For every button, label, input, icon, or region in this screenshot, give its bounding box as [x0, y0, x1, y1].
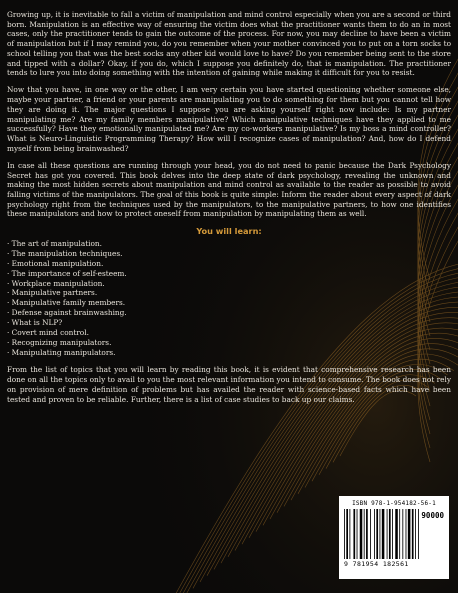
- barcode-bar: [418, 509, 419, 559]
- list-item: · The art of manipulation.: [7, 239, 451, 249]
- barcode-bar: [415, 509, 416, 559]
- barcode-bars: [344, 509, 424, 559]
- intro-paragraph: Growing up, it is inevitable to fall a victim of manipulation and mind control especially when you are a second or third born. Manipulation is an effective way of ensuring the victim does what the practitioner wants them to do an in most cases, only the practitioner tends to gain the outcome of the process. For now, you may decline to have been a victim of manipulation but if I may remind you, do you remember when your mother convinced you to put on a torn socks to school telling you that was the best socks any other kid would love to have? Do you remember being sent to the store and tipped with a dollar? Okay, if you do, which I suppose you definitely do, that is manipulation. The practitioner tends to lure you into doing something with the intention of gaining while making it difficult for you to resist.: [7, 10, 451, 78]
- barcode-bar: [412, 509, 414, 559]
- barcode-bar: [374, 509, 375, 559]
- ean-digits: 9 781954 182561: [344, 560, 409, 568]
- barcode-bar: [366, 509, 368, 559]
- barcode-bar: [408, 509, 411, 559]
- barcode-bar: [389, 509, 391, 559]
- barcode-bar: [406, 509, 407, 559]
- barcode-bar: [344, 509, 345, 559]
- questions-paragraph: Now that you have, in one way or the other, I am very certain you have started questioning whether someone else, maybe your partner, a friend or your parents are manipulating you to do something for them but you cannot tell how they are doing it. The major questions I suppose you are asking yourself right now include: Is my partner manipulating me? Are my family members manipulative? Which manipulative techniques have they applied to me successfully? Have they emotionally manipulated me? Are my co-workers manipulative? Is my boss a mind controller? What is Neuro-Linguistic Programming Therapy? How will I recognize cases of manipulation? And, how do I defend myself from being brainwashed?: [7, 85, 451, 153]
- list-item: · Recognizing manipulators.: [7, 338, 451, 348]
- isbn-label: ISBN 978-1-954182-56-1: [352, 500, 436, 507]
- list-item: · Workplace manipulation.: [7, 279, 451, 289]
- barcode-bar: [357, 509, 358, 559]
- barcode-bar: [392, 509, 393, 559]
- list-item: · Emotional manipulation.: [7, 259, 451, 269]
- barcode-bar: [382, 509, 385, 559]
- barcode-bar: [364, 509, 365, 559]
- price-code: 90000: [421, 511, 444, 520]
- barcode-bar: [399, 509, 400, 559]
- list-item: · Manipulating manipulators.: [7, 348, 451, 358]
- barcode-bar: [353, 509, 355, 559]
- barcode-bar: [387, 509, 388, 559]
- list-item: · Defense against brainwashing.: [7, 308, 451, 318]
- isbn-barcode: [339, 496, 449, 579]
- list-item: · The manipulation techniques.: [7, 249, 451, 259]
- barcode-bar: [360, 509, 363, 559]
- list-item: · Manipulative family members.: [7, 298, 451, 308]
- barcode-bar: [346, 509, 348, 559]
- barcode-bar: [370, 509, 371, 559]
- back-cover-text: [7, 10, 451, 412]
- barcode-bar: [395, 509, 398, 559]
- list-item: · The importance of self-esteem.: [7, 269, 451, 279]
- list-item: · What is NLP?: [7, 318, 451, 328]
- topics-list: [7, 239, 451, 357]
- closing-paragraph: From the list of topics that you will learn by reading this book, it is evident that comprehensive research has been done on all the topics only to avail to you the most relevant information you intend to consume. The book does not rely on provision of mere definition of problems but has availed the reader with science-based facts which have been tested and proven to be reliable. Further, there is a list of case studies to back up our claims.: [7, 365, 451, 404]
- barcode-bar: [402, 509, 403, 559]
- book-goal-paragraph: In case all these questions are running through your head, you do not need to panic because the Dark Psychology Secret has got you covered. This book delves into the deep state of dark psychology, revealing the unknown and making the most hidden secrets about manipulation and mind control as available to the reader as possible to avoid falling victims of the manipulators. The goal of this book is quite simple: Inform the reader about every aspect of dark psychology right from the techniques used by the manipulators, to the manipulative partners, to how one identifies these manipulators and how to protect oneself from manipulation by manipulating them as well.: [7, 160, 451, 219]
- list-item: · Covert mind control.: [7, 328, 451, 338]
- barcode-bar: [376, 509, 378, 559]
- barcode-bar: [349, 509, 350, 559]
- list-item: · Manipulative partners.: [7, 288, 451, 298]
- you-will-learn-heading: You will learn:: [196, 225, 262, 236]
- barcode-bar: [380, 509, 381, 559]
